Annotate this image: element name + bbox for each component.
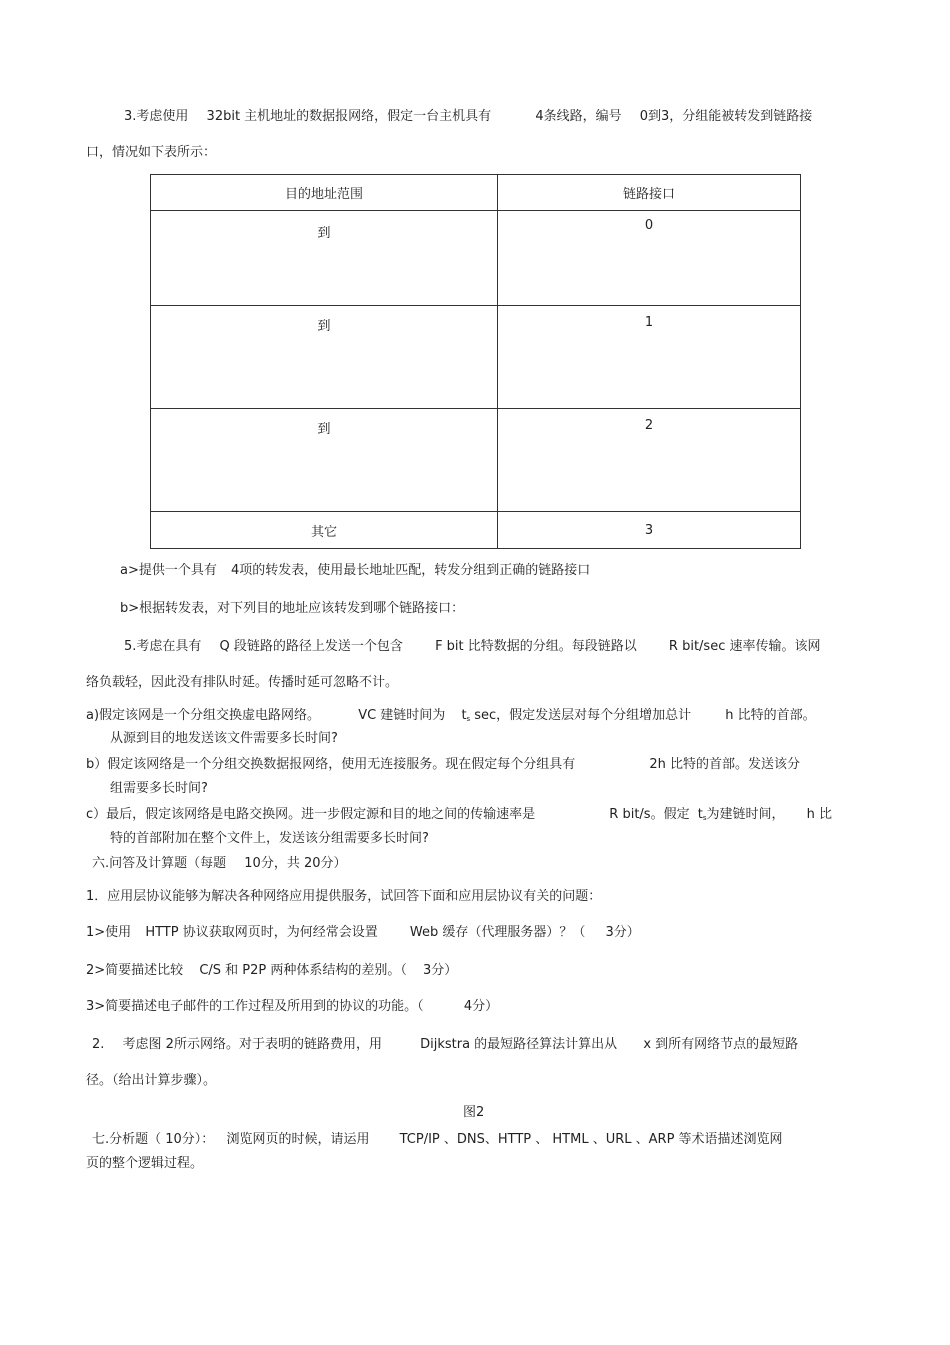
sec6-q2-b: 考虑图 2所示网络。对于表明的链路费用，用 [122,1037,382,1052]
forwarding-table [150,174,801,549]
table-row [151,306,801,409]
q5-c-3: 为建链时间， [706,807,785,822]
table-row [151,409,801,512]
link-interface-text: 0 [644,218,654,233]
q3-line1 [124,108,812,126]
q3-line1-c: 4条线路，编号 [535,109,622,124]
link-interface-cell [498,306,801,409]
q5-line1-d: R bit/sec 速率传输。该网 [668,639,821,654]
link-interface-text: 2 [644,418,654,433]
sec6-q2-d: x 到所有网络节点的最短路 [643,1037,799,1052]
section7-c: TCP/IP 、DNS、HTTP 、 HTML 、URL 、ARP 等术语描述浏览网 [399,1132,783,1147]
q5-a-2: VC 建链时间为 [358,708,446,723]
sec6-q1-3-b: 4分） [463,999,499,1014]
q5-a-4: h 比特的首部。 [725,708,816,723]
t-subscript: s [466,715,471,723]
sec6-q1-3-a: 3>简要描述电子邮件的工作过程及所用到的协议的功能。（ [86,999,424,1014]
sec6-q1-2 [86,962,457,980]
q5-line1-a: 5.考虑在具有 [124,639,202,654]
q3-part-a-2: 4项的转发表，使用最长地址匹配，转发分组到正确的链路接口 [231,563,591,578]
table-row [151,211,801,306]
sec6-q1-1-d: 3分） [605,925,640,940]
q5-line2: 络负载轻，因此没有排队时延。传播时延可忽略不计。 [86,675,399,690]
t-subscript: s [702,814,707,822]
q3-line1-a: 3.考虑使用 [124,109,189,124]
q3-line1-b: 32bit 主机地址的数据报网络，假定一台主机具有 [206,109,492,124]
q5-line1 [124,638,820,656]
section6-title-b: 10分，共 20分） [244,856,347,871]
dest-range-cell [151,211,498,306]
dest-range-cell [151,409,498,512]
link-interface-cell [498,211,801,306]
dest-range-cell: 其它 [151,512,498,549]
dest-range-text: 到 [317,226,331,241]
link-interface-cell [498,409,801,512]
sec6-q2-line2: 径。（给出计算步骤）。 [86,1073,217,1088]
q3-line1-d: 0到3，分组能被转发到链路接 [639,109,813,124]
section6-title-a: 六.问答及计算题（每题 [92,856,227,871]
section7-a: 七.分析题（ 10分）： [92,1132,215,1147]
sec6-q2-a: 2. [92,1037,105,1052]
q5-part-a [86,707,816,728]
sec6-q2 [92,1036,798,1054]
section6-title [92,855,347,873]
q5-a-t [461,707,470,728]
sec6-q1-2-a: 2>简要描述比较 [86,963,184,978]
sec6-q1-1-a: 1>使用 [86,925,132,940]
section7-b: 浏览网页的时候，请运用 [226,1132,370,1147]
sec6-q1-3 [86,998,498,1016]
q5-c-2: R bit/s。假定 [609,807,690,822]
link-interface-cell: 3 [498,512,801,549]
header-link-interface: 链路接口 [498,175,801,211]
figure-caption: 图2 [463,1105,485,1120]
q5-c-t [698,806,707,827]
t-symbol: t [697,807,703,822]
sec6-q1-1-b: HTTP 协议获取网页时，为何经常会设置 [145,925,378,940]
q5-c-4: h 比 [806,807,833,822]
q5-part-c-line2: 特的首部附加在整个文件上，发送该分组需要多长时间? [110,831,429,846]
sec6-q1: 1．应用层协议能够为解决各种网络应用提供服务，试回答下面和应用层协议有关的问题： [86,889,602,904]
q5-part-b-line2: 组需要多长时间? [110,781,208,796]
q3-part-a-1: a>提供一个具有 [120,563,217,578]
section7-line2: 页的整个逻辑过程。 [86,1156,204,1171]
q3-line2: 口，情况如下表所示： [86,145,217,160]
table-header-row [151,175,801,211]
header-dest-range: 目的地址范围 [151,175,498,211]
sec6-q1-1-c: Web 缓存（代理服务器）？（ [409,925,586,940]
table-row [151,512,801,549]
dest-range-cell [151,306,498,409]
q5-part-c [86,806,832,827]
q5-part-b [86,756,800,774]
q3-part-b: b>根据转发表，对下列目的地址应该转发到哪个链路接口： [120,601,465,616]
dest-range-text: 到 [317,422,331,437]
q5-b-2: 2h 比特的首部。发送该分 [649,757,801,772]
link-interface-text: 1 [644,315,654,330]
q5-part-a-line2: 从源到目的地发送该文件需要多长时间? [110,731,338,746]
sec6-q1-2-c: 3分） [423,963,458,978]
q5-b-1: b）假定该网络是一个分组交换数据报网络，使用无连接服务。现在假定每个分组具有 [86,757,576,772]
section7-line1 [92,1131,783,1149]
dest-range-text: 到 [317,319,331,334]
sec6-q1-2-b: C/S 和 P2P 两种体系结构的差别。（ [199,963,407,978]
q5-c-1: c）最后，假定该网络是电路交换网。进一步假定源和目的地之间的传输速率是 [86,807,536,822]
q5-line1-b: Q 段链路的路径上发送一个包含 [219,639,403,654]
q3-part-a [120,562,590,580]
sec6-q1-1 [86,924,640,942]
sec6-q2-c: Dijkstra 的最短路径算法计算出从 [420,1037,618,1052]
q5-a-1: a)假定该网是一个分组交换虚电路网络。 [86,708,321,723]
q5-line1-c: F bit 比特数据的分组。每段链路以 [435,639,637,654]
q5-a-3: sec，假定发送层对每个分组增加总计 [474,708,692,723]
t-symbol: t [461,708,467,723]
